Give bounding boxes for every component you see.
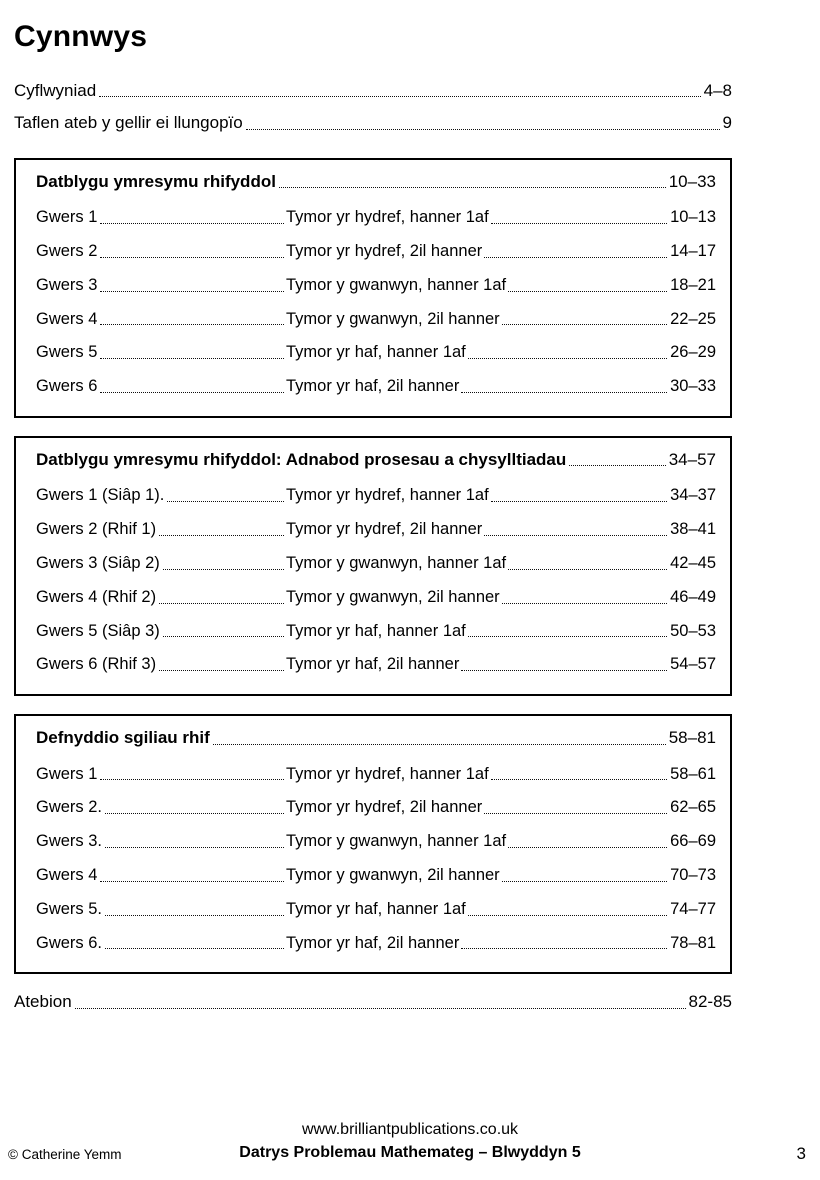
dot-leader <box>468 915 667 916</box>
lesson-row[interactable] <box>36 201 716 235</box>
lesson-row[interactable] <box>36 336 716 370</box>
lesson-label: Gwers 5 <box>36 343 98 362</box>
lesson-term: Tymor yr hydref, hanner 1af <box>286 764 489 783</box>
lesson-pages: 10–13 <box>670 208 716 227</box>
dot-leader <box>213 744 666 745</box>
lesson-label: Gwers 2. <box>36 798 103 817</box>
toc-entry-label: Atebion <box>14 992 72 1012</box>
dot-leader <box>491 223 667 224</box>
dot-leader <box>468 636 667 637</box>
lesson-pages: 78–81 <box>670 933 716 952</box>
lesson-label: Gwers 2 (Rhif 1) <box>36 520 157 539</box>
page-number: 3 <box>796 1144 806 1163</box>
lesson-term: Tymor yr hydref, hanner 1af <box>286 208 489 227</box>
lesson-pages: 58–61 <box>670 764 716 783</box>
page-title: Cynnwys <box>14 20 148 53</box>
lesson-term: Tymor y gwanwyn, hanner 1af <box>286 832 507 851</box>
lesson-pages: 18–21 <box>670 275 716 294</box>
lesson-row[interactable] <box>36 648 716 682</box>
dot-leader <box>502 324 667 325</box>
lesson-term: Tymor yr hydref, 2il hanner <box>286 798 483 817</box>
lesson-pages: 22–25 <box>670 309 716 328</box>
lesson-label: Gwers 1 (Siâp 1). <box>36 486 165 505</box>
lesson-pages: 70–73 <box>670 865 716 884</box>
toc-entry-pages: 9 <box>722 113 732 133</box>
dot-leader <box>279 187 666 188</box>
dot-leader <box>100 358 284 359</box>
dot-leader <box>100 779 284 780</box>
publisher-website[interactable]: www.brilliantpublications.co.uk <box>301 1121 519 1139</box>
lesson-row[interactable] <box>36 479 716 513</box>
lesson-row[interactable] <box>36 235 716 269</box>
dot-leader <box>468 358 667 359</box>
dot-leader <box>100 257 284 258</box>
lesson-pages: 66–69 <box>670 832 716 851</box>
dot-leader <box>159 603 284 604</box>
lesson-row[interactable] <box>36 791 716 825</box>
lesson-pages: 30–33 <box>670 377 716 396</box>
lesson-term: Tymor yr haf, hanner 1af <box>286 621 466 640</box>
lesson-pages: 14–17 <box>670 241 716 260</box>
lesson-row[interactable] <box>36 547 716 581</box>
lesson-label: Gwers 4 (Rhif 2) <box>36 587 157 606</box>
lesson-pages: 74–77 <box>670 899 716 918</box>
lesson-label: Gwers 4 <box>36 865 98 884</box>
section-heading-label: Datblygu ymresymu rhifyddol <box>36 171 276 191</box>
toc-entry-label: Cyflwyniad <box>14 81 97 100</box>
dot-leader <box>105 847 284 848</box>
lesson-row[interactable] <box>36 303 716 337</box>
lesson-term: Tymor y gwanwyn, 2il hanner <box>286 865 500 884</box>
lesson-pages: 62–65 <box>670 798 716 817</box>
dot-leader <box>461 392 667 393</box>
dot-leader <box>246 129 720 130</box>
lesson-row[interactable] <box>36 581 716 615</box>
lesson-label: Gwers 3 <box>36 275 98 294</box>
lesson-term: Tymor yr haf, hanner 1af <box>286 899 466 918</box>
book-title: Datrys Problemau Mathemateg – Blwyddyn 5 <box>239 1143 581 1161</box>
lesson-row[interactable] <box>36 370 716 404</box>
dot-leader <box>167 501 284 502</box>
lesson-label: Gwers 5 (Siâp 3) <box>36 621 160 640</box>
lesson-label: Gwers 2 <box>36 241 98 260</box>
lesson-row[interactable] <box>36 893 716 927</box>
section-heading-row[interactable] <box>36 172 716 201</box>
dot-leader <box>508 291 667 292</box>
toc-entry-pages: 4–8 <box>703 81 732 100</box>
dot-leader <box>163 636 284 637</box>
dot-leader <box>99 96 700 97</box>
lesson-row[interactable] <box>36 859 716 893</box>
dot-leader <box>508 847 667 848</box>
lesson-term: Tymor yr hydref, 2il hanner <box>286 241 483 260</box>
lesson-pages: 38–41 <box>670 520 716 539</box>
lesson-pages: 34–37 <box>670 486 716 505</box>
lesson-label: Gwers 6 (Rhif 3) <box>36 655 157 674</box>
toc-entry-pages: 82-85 <box>688 992 732 1012</box>
section-heading-row[interactable] <box>36 728 716 757</box>
lesson-term: Tymor yr haf, 2il hanner <box>286 377 460 396</box>
dot-leader <box>105 948 284 949</box>
lesson-term: Tymor y gwanwyn, hanner 1af <box>286 275 507 294</box>
dot-leader <box>100 392 284 393</box>
lesson-label: Gwers 4 <box>36 309 98 328</box>
lesson-term: Tymor y gwanwyn, hanner 1af <box>286 553 507 572</box>
lesson-pages: 26–29 <box>670 343 716 362</box>
toc-entry-cyflwyniad[interactable] <box>14 75 732 107</box>
dot-leader <box>100 223 284 224</box>
dot-leader <box>569 465 665 466</box>
lesson-pages: 50–53 <box>670 621 716 640</box>
dot-leader <box>100 291 284 292</box>
lesson-label: Gwers 3 (Siâp 2) <box>36 553 160 572</box>
toc-entry-taflen-ateb[interactable] <box>14 107 732 139</box>
dot-leader <box>75 1008 686 1009</box>
dot-leader <box>484 257 667 258</box>
dot-leader <box>163 569 284 570</box>
section-heading-label: Defnyddio sgiliau rhif <box>36 728 210 748</box>
lesson-row[interactable] <box>36 269 716 303</box>
lesson-term: Tymor yr hydref, hanner 1af <box>286 486 489 505</box>
dot-leader <box>508 569 667 570</box>
section-box-1 <box>14 158 732 418</box>
dot-leader <box>491 501 667 502</box>
lesson-row[interactable] <box>36 927 716 961</box>
dot-leader <box>105 813 284 814</box>
section-heading-pages: 10–33 <box>668 171 716 191</box>
lesson-row[interactable] <box>36 825 716 859</box>
dot-leader <box>100 881 284 882</box>
lesson-label: Gwers 3. <box>36 832 103 851</box>
lesson-pages: 54–57 <box>670 655 716 674</box>
lesson-label: Gwers 5. <box>36 899 103 918</box>
page-footer <box>0 1121 820 1170</box>
top-level-entries <box>14 75 732 140</box>
dot-leader <box>159 535 284 536</box>
section-heading-pages: 34–57 <box>668 449 716 469</box>
section-box-2 <box>14 436 732 696</box>
dot-leader <box>502 881 667 882</box>
section-box-3 <box>14 714 732 974</box>
dot-leader <box>461 948 667 949</box>
lesson-term: Tymor y gwanwyn, 2il hanner <box>286 587 500 606</box>
dot-leader <box>484 535 667 536</box>
dot-leader <box>100 324 284 325</box>
dot-leader <box>159 670 284 671</box>
section-heading-pages: 58–81 <box>668 728 716 748</box>
lesson-term: Tymor y gwanwyn, 2il hanner <box>286 309 500 328</box>
lesson-label: Gwers 1 <box>36 208 98 227</box>
lesson-term: Tymor yr haf, 2il hanner <box>286 933 460 952</box>
toc-entry-atebion[interactable] <box>14 992 732 1012</box>
section-heading-label: Datblygu ymresymu rhifyddol: Adnabod prosesau a chysylltiadau <box>36 449 567 469</box>
lesson-term: Tymor yr haf, 2il hanner <box>286 655 460 674</box>
lesson-row[interactable] <box>36 513 716 547</box>
lesson-row[interactable] <box>36 615 716 649</box>
copyright-notice: © Catherine Yemm <box>8 1147 122 1162</box>
lesson-term: Tymor yr hydref, 2il hanner <box>286 520 483 539</box>
lesson-term: Tymor yr haf, hanner 1af <box>286 343 466 362</box>
section-heading-row[interactable] <box>36 450 716 479</box>
lesson-label: Gwers 6. <box>36 933 103 952</box>
dot-leader <box>484 813 667 814</box>
lesson-pages: 42–45 <box>670 553 716 572</box>
lesson-pages: 46–49 <box>670 587 716 606</box>
dot-leader <box>502 603 667 604</box>
lesson-label: Gwers 6 <box>36 377 98 396</box>
dot-leader <box>461 670 667 671</box>
toc-entry-label: Taflen ateb y gellir ei llungopïo <box>14 113 243 133</box>
dot-leader <box>491 779 667 780</box>
dot-leader <box>105 915 284 916</box>
lesson-row[interactable] <box>36 758 716 792</box>
lesson-label: Gwers 1 <box>36 764 98 783</box>
